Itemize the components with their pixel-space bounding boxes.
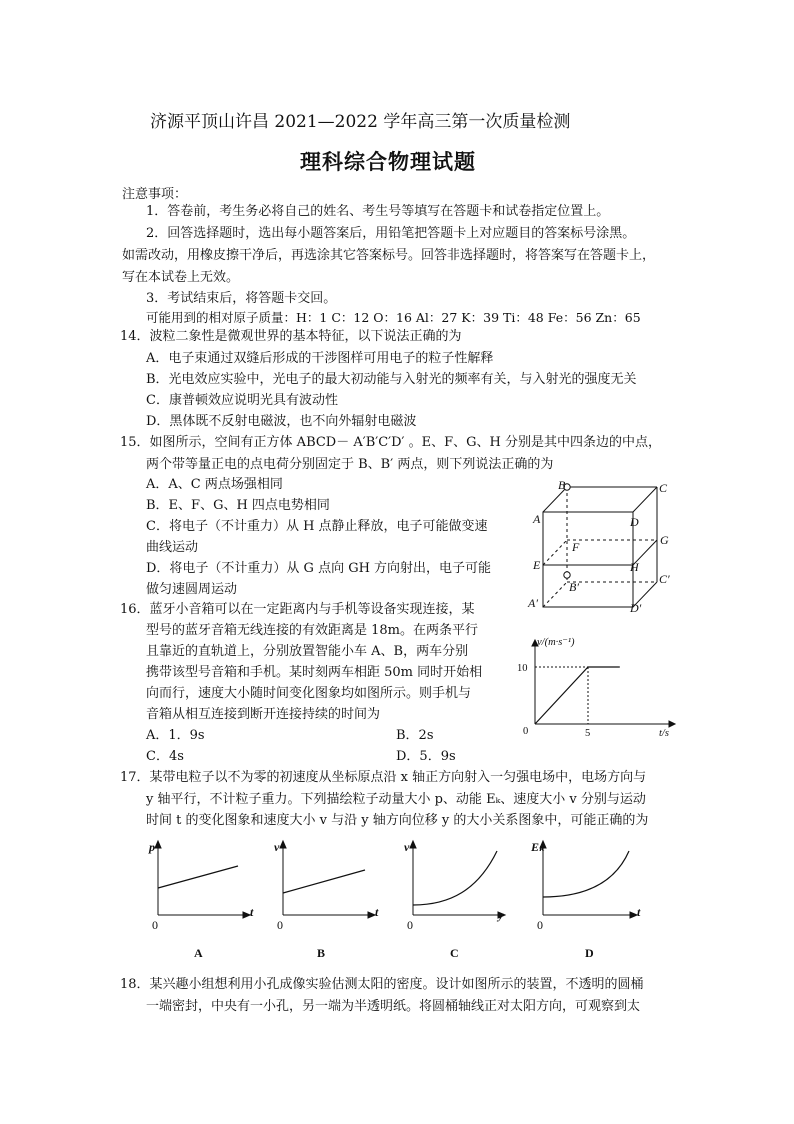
cube-diagram bbox=[520, 470, 690, 620]
q16-option-a: A．1．9s bbox=[146, 728, 205, 743]
graph-b-xlabel: t bbox=[375, 905, 379, 919]
q15-stem-2: 两个带等量正电的点电荷分别固定于 B、B′ 两点，则下列说法正确的为 bbox=[146, 457, 554, 472]
label-G: G bbox=[660, 533, 669, 547]
graph-b-origin: 0 bbox=[277, 918, 283, 932]
graph-c-curve bbox=[413, 851, 497, 905]
vt-ytick: 10 bbox=[517, 663, 528, 674]
q16-line-1: 16．蓝牙小音箱可以在一定距离内与手机等设备实现连接，某 bbox=[120, 602, 475, 617]
graph-d-curve bbox=[543, 851, 629, 897]
label-A-prime: A′ bbox=[528, 596, 538, 610]
q17-line-3: 时间 t 的变化图象和速度大小 v 与沿 y 轴方向位移 y 的大小关系图象中，可能正确的为 bbox=[146, 813, 649, 828]
label-E: E bbox=[533, 558, 541, 572]
label-C-prime: C′ bbox=[659, 572, 670, 586]
note-3: 3．考试结束后，将答题卡交回。 bbox=[146, 291, 337, 306]
graph-d-xlabel: t bbox=[637, 905, 641, 919]
graph-c-caption: C bbox=[450, 946, 459, 960]
q15-option-d2: 做匀速圆周运动 bbox=[146, 582, 238, 597]
graph-c-origin: 0 bbox=[407, 918, 413, 932]
graph-b-ylabel: v bbox=[274, 840, 280, 854]
q14-stem: 14．波粒二象性是微观世界的基本特征，以下说法正确的为 bbox=[120, 329, 462, 344]
q15-option-a: A．A、C 两点场强相同 bbox=[146, 477, 283, 492]
q14-option-a: A．电子束通过双缝后形成的干涉图样可用电子的粒子性解释 bbox=[146, 351, 494, 366]
vt-origin: 0 bbox=[523, 726, 529, 737]
label-F: F bbox=[572, 540, 580, 554]
q16-line-5: 向而行，速度大小随时间变化图象均如图所示。则手机与 bbox=[146, 686, 472, 701]
q15-stem-1: 15．如图所示，空间有正方体 ABCD－ A′B′C′D′ 。E、F、G、H 分别是其中四条边的中点， bbox=[120, 435, 661, 450]
q18-line-1: 18．某兴趣小组想利用小孔成像实验估测太阳的密度。设计如图所示的装置，不透明的圆桶 bbox=[120, 977, 644, 992]
charge-b-prime bbox=[564, 572, 570, 578]
q16-option-b: B．2s bbox=[396, 728, 434, 743]
atomic-masses: 可能用到的相对原子质量：H：1 C：12 O：16 Al：27 K：39 Ti：48 Fe：56 Zn：65 bbox=[146, 310, 641, 325]
note-1: 1．答卷前，考生务必将自己的姓名、考生号等填写在答题卡和试卷指定位置上。 bbox=[146, 204, 610, 219]
label-B: B bbox=[558, 478, 566, 492]
graph-a-curve bbox=[158, 866, 238, 888]
exam-subtitle: 济源平顶山许昌 2021—2022 学年高三第一次质量检测 bbox=[150, 112, 571, 132]
note-2c: 写在本试卷上无效。 bbox=[122, 270, 240, 285]
label-D-prime: D′ bbox=[630, 601, 642, 615]
label-A: A bbox=[533, 512, 541, 526]
graph-b-curve bbox=[283, 870, 365, 893]
q15-option-b: B．E、F、G、H 四点电势相同 bbox=[146, 498, 330, 513]
q18-line-2: 一端密封，中央有一小孔，另一端为半透明纸。将圆桶轴线正对太阳方向，可观察到太 bbox=[146, 999, 641, 1014]
label-D: D bbox=[630, 515, 639, 529]
q15-option-d1: D．将电子（不计重力）从 G 点向 GH 方向射出，电子可能 bbox=[146, 561, 492, 576]
q14-option-d: D．黑体既不反射电磁波，也不向外辐射电磁波 bbox=[146, 414, 417, 429]
q16-option-d: D．5．9s bbox=[396, 749, 456, 764]
graph-a-ylabel: p bbox=[149, 840, 155, 854]
q17-line-1: 17．某带电粒子以不为零的初速度从坐标原点沿 x 轴正方向射入一匀强电场中，电场方向与 bbox=[120, 770, 647, 785]
q14-option-c: C．康普顿效应说明光具有波动性 bbox=[146, 393, 338, 408]
note-2a: 2．回答选择题时，选出每小题答案后，用铅笔把答题卡上对应题目的答案标号涂黑。 bbox=[146, 226, 636, 241]
vt-xtick: 5 bbox=[585, 728, 591, 739]
q14-option-b: B．光电效应实验中，光电子的最大初动能与入射光的频率有关，与入射光的强度无关 bbox=[146, 372, 637, 387]
label-H: H bbox=[630, 560, 639, 574]
q17-graphs bbox=[130, 835, 650, 965]
vt-graph bbox=[515, 630, 685, 740]
graph-c-ylabel: v bbox=[404, 840, 410, 854]
q16-option-c: C．4s bbox=[146, 749, 184, 764]
page-title: 理科综合物理试题 bbox=[300, 149, 476, 174]
graph-c-xlabel: y bbox=[498, 908, 504, 922]
graph-b-caption: B bbox=[317, 946, 326, 960]
note-2b: 如需改动，用橡皮擦干净后，再选涂其它答案标号。回答非选择题时，将答案写在答题卡上， bbox=[122, 248, 656, 263]
vt-ylabel: v/(m·s⁻¹) bbox=[537, 637, 575, 648]
graph-a-origin: 0 bbox=[152, 918, 158, 932]
q16-line-4: 携带该型号音箱和手机。某时刻两车相距 50m 同时开始相 bbox=[146, 665, 483, 680]
q16-line-2: 型号的蓝牙音箱无线连接的有效距离是 18m。在两条平行 bbox=[146, 623, 479, 638]
graph-d-origin: 0 bbox=[537, 918, 543, 932]
vt-series-line bbox=[535, 667, 620, 724]
q16-line-3: 且靠近的直轨道上，分别放置智能小车 A、B，两车分别 bbox=[146, 644, 469, 659]
label-C: C bbox=[659, 481, 668, 495]
q17-line-2: y 轴平行，不计粒子重力。下列描绘粒子动量大小 p、动能 Eₖ、速度大小 v 分别与运动 bbox=[146, 792, 646, 807]
graph-a-caption: A bbox=[194, 946, 203, 960]
q15-option-c1: C．将电子（不计重力）从 H 点静止释放，电子可能做变速 bbox=[146, 519, 488, 534]
notes-heading: 注意事项： bbox=[122, 187, 188, 202]
vt-xlabel: t/s bbox=[659, 728, 669, 739]
graph-a-xlabel: t bbox=[250, 905, 254, 919]
q16-line-6: 音箱从相互连接到断开连接持续的时间为 bbox=[146, 707, 381, 722]
q15-option-c2: 曲线运动 bbox=[146, 540, 199, 555]
graph-d-caption: D bbox=[585, 946, 594, 960]
graph-d-ylabel: Eₖ bbox=[531, 840, 546, 854]
label-B-prime: B′ bbox=[569, 580, 579, 594]
